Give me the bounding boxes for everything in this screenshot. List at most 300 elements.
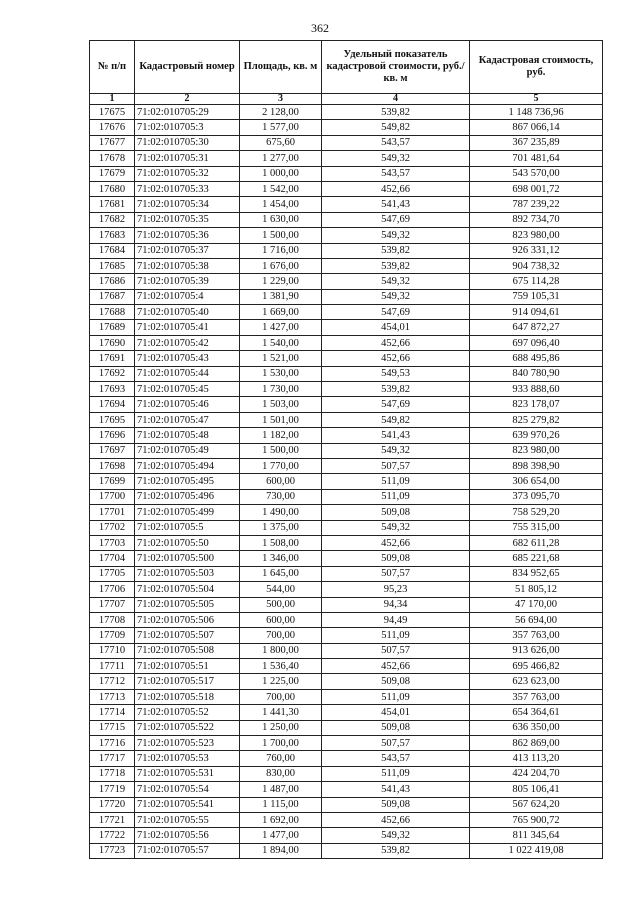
cadastral-number-cell: 71:02:010705:3 bbox=[135, 120, 240, 135]
cadastral-number-cell: 71:02:010705:33 bbox=[135, 181, 240, 196]
unit-value-cell: 454,01 bbox=[322, 705, 470, 720]
cadastral-value-cell: 823 980,00 bbox=[470, 443, 603, 458]
area-cell: 1 441,30 bbox=[240, 705, 322, 720]
table-row bbox=[90, 474, 603, 489]
table-row bbox=[90, 228, 603, 243]
cadastral-number-cell: 71:02:010705:504 bbox=[135, 582, 240, 597]
cadastral-value-cell: 675 114,28 bbox=[470, 274, 603, 289]
table-row bbox=[90, 643, 603, 658]
row-number-cell: 17679 bbox=[90, 166, 135, 181]
area-cell: 1 000,00 bbox=[240, 166, 322, 181]
row-number-cell: 17688 bbox=[90, 305, 135, 320]
cadastral-value-cell: 56 694,00 bbox=[470, 612, 603, 627]
cadastral-number-cell: 71:02:010705:40 bbox=[135, 305, 240, 320]
area-cell: 700,00 bbox=[240, 689, 322, 704]
area-cell: 730,00 bbox=[240, 489, 322, 504]
unit-value-cell: 509,08 bbox=[322, 505, 470, 520]
cadastral-number-cell: 71:02:010705:46 bbox=[135, 397, 240, 412]
table-row bbox=[90, 720, 603, 735]
cadastral-value-cell: 367 235,89 bbox=[470, 135, 603, 150]
area-cell: 1 770,00 bbox=[240, 458, 322, 473]
area-cell: 1 454,00 bbox=[240, 197, 322, 212]
area-cell: 1 692,00 bbox=[240, 812, 322, 827]
table-row bbox=[90, 797, 603, 812]
unit-value-cell: 549,32 bbox=[322, 828, 470, 843]
cadastral-value-cell: 698 001,72 bbox=[470, 181, 603, 196]
row-number-cell: 17701 bbox=[90, 505, 135, 520]
row-number-cell: 17709 bbox=[90, 628, 135, 643]
cadastral-value-table bbox=[89, 40, 603, 859]
table-row bbox=[90, 736, 603, 751]
cadastral-number-cell: 71:02:010705:499 bbox=[135, 505, 240, 520]
unit-value-cell: 509,08 bbox=[322, 551, 470, 566]
row-number-cell: 17693 bbox=[90, 382, 135, 397]
table-row bbox=[90, 535, 603, 550]
table-row bbox=[90, 243, 603, 258]
cadastral-number-cell: 71:02:010705:506 bbox=[135, 612, 240, 627]
row-number-cell: 17694 bbox=[90, 397, 135, 412]
row-number-cell: 17687 bbox=[90, 289, 135, 304]
cadastral-value-cell: 697 096,40 bbox=[470, 335, 603, 350]
table-row bbox=[90, 412, 603, 427]
unit-value-cell: 452,66 bbox=[322, 659, 470, 674]
cadastral-number-cell: 71:02:010705:43 bbox=[135, 351, 240, 366]
cadastral-value-cell: 647 872,27 bbox=[470, 320, 603, 335]
row-number-cell: 17689 bbox=[90, 320, 135, 335]
unit-value-cell: 511,09 bbox=[322, 474, 470, 489]
cadastral-number-cell: 71:02:010705:5 bbox=[135, 520, 240, 535]
cadastral-value-cell: 892 734,70 bbox=[470, 212, 603, 227]
column-number: 3 bbox=[240, 94, 322, 105]
unit-value-cell: 549,53 bbox=[322, 366, 470, 381]
area-cell: 1 229,00 bbox=[240, 274, 322, 289]
cadastral-value-cell: 755 315,00 bbox=[470, 520, 603, 535]
cadastral-value-cell: 787 239,22 bbox=[470, 197, 603, 212]
row-number-cell: 17708 bbox=[90, 612, 135, 627]
row-number-cell: 17702 bbox=[90, 520, 135, 535]
cadastral-number-cell: 71:02:010705:495 bbox=[135, 474, 240, 489]
table-row bbox=[90, 443, 603, 458]
unit-value-cell: 539,82 bbox=[322, 105, 470, 120]
table-row bbox=[90, 751, 603, 766]
row-number-cell: 17712 bbox=[90, 674, 135, 689]
table-row bbox=[90, 258, 603, 273]
unit-value-cell: 543,57 bbox=[322, 135, 470, 150]
unit-value-cell: 547,69 bbox=[322, 305, 470, 320]
unit-value-cell: 549,32 bbox=[322, 520, 470, 535]
area-cell: 1 530,00 bbox=[240, 366, 322, 381]
cadastral-value-cell: 639 970,26 bbox=[470, 428, 603, 443]
row-number-cell: 17720 bbox=[90, 797, 135, 812]
row-number-cell: 17682 bbox=[90, 212, 135, 227]
cadastral-value-cell: 825 279,82 bbox=[470, 412, 603, 427]
cadastral-number-cell: 71:02:010705:42 bbox=[135, 335, 240, 350]
table-row bbox=[90, 181, 603, 196]
area-cell: 760,00 bbox=[240, 751, 322, 766]
area-cell: 1 894,00 bbox=[240, 843, 322, 858]
unit-value-cell: 509,08 bbox=[322, 720, 470, 735]
cadastral-number-cell: 71:02:010705:507 bbox=[135, 628, 240, 643]
unit-value-cell: 95,23 bbox=[322, 582, 470, 597]
unit-value-cell: 541,43 bbox=[322, 782, 470, 797]
cadastral-value-cell: 904 738,32 bbox=[470, 258, 603, 273]
cadastral-value-cell: 373 095,70 bbox=[470, 489, 603, 504]
unit-value-cell: 507,57 bbox=[322, 566, 470, 581]
header-area: Площадь, кв. м bbox=[240, 41, 322, 94]
table-row bbox=[90, 551, 603, 566]
cadastral-number-cell: 71:02:010705:47 bbox=[135, 412, 240, 427]
row-number-cell: 17710 bbox=[90, 643, 135, 658]
cadastral-value-cell: 926 331,12 bbox=[470, 243, 603, 258]
row-number-cell: 17713 bbox=[90, 689, 135, 704]
table-row bbox=[90, 705, 603, 720]
row-number-cell: 17719 bbox=[90, 782, 135, 797]
row-number-cell: 17684 bbox=[90, 243, 135, 258]
unit-value-cell: 543,57 bbox=[322, 751, 470, 766]
area-cell: 544,00 bbox=[240, 582, 322, 597]
cadastral-number-cell: 71:02:010705:37 bbox=[135, 243, 240, 258]
area-cell: 700,00 bbox=[240, 628, 322, 643]
column-number: 5 bbox=[470, 94, 603, 105]
table-row bbox=[90, 382, 603, 397]
area-cell: 1 182,00 bbox=[240, 428, 322, 443]
cadastral-number-cell: 71:02:010705:4 bbox=[135, 289, 240, 304]
cadastral-number-cell: 71:02:010705:57 bbox=[135, 843, 240, 858]
header-cadastral-value: Кадастровая стоимость, руб. bbox=[470, 41, 603, 94]
area-cell: 1 250,00 bbox=[240, 720, 322, 735]
row-number-cell: 17714 bbox=[90, 705, 135, 720]
row-number-cell: 17699 bbox=[90, 474, 135, 489]
area-cell: 1 277,00 bbox=[240, 151, 322, 166]
table-row bbox=[90, 505, 603, 520]
area-cell: 2 128,00 bbox=[240, 105, 322, 120]
unit-value-cell: 511,09 bbox=[322, 766, 470, 781]
area-cell: 1 477,00 bbox=[240, 828, 322, 843]
row-number-cell: 17676 bbox=[90, 120, 135, 135]
table-row bbox=[90, 428, 603, 443]
row-number-cell: 17695 bbox=[90, 412, 135, 427]
unit-value-cell: 549,32 bbox=[322, 289, 470, 304]
area-cell: 1 508,00 bbox=[240, 535, 322, 550]
row-number-cell: 17680 bbox=[90, 181, 135, 196]
cadastral-number-cell: 71:02:010705:54 bbox=[135, 782, 240, 797]
area-cell: 1 381,90 bbox=[240, 289, 322, 304]
cadastral-value-cell: 1 022 419,08 bbox=[470, 843, 603, 858]
cadastral-value-cell: 1 148 736,96 bbox=[470, 105, 603, 120]
row-number-cell: 17690 bbox=[90, 335, 135, 350]
area-cell: 1 542,00 bbox=[240, 181, 322, 196]
row-number-cell: 17692 bbox=[90, 366, 135, 381]
table-row bbox=[90, 335, 603, 350]
header-row-number: № п/п bbox=[90, 41, 135, 94]
cadastral-number-cell: 71:02:010705:541 bbox=[135, 797, 240, 812]
cadastral-number-cell: 71:02:010705:41 bbox=[135, 320, 240, 335]
table-row bbox=[90, 828, 603, 843]
unit-value-cell: 539,82 bbox=[322, 382, 470, 397]
table-row bbox=[90, 274, 603, 289]
table-row bbox=[90, 151, 603, 166]
table-header bbox=[90, 41, 603, 105]
cadastral-value-cell: 913 626,00 bbox=[470, 643, 603, 658]
cadastral-value-cell: 654 364,61 bbox=[470, 705, 603, 720]
area-cell: 1 669,00 bbox=[240, 305, 322, 320]
row-number-cell: 17691 bbox=[90, 351, 135, 366]
cadastral-value-cell: 834 952,65 bbox=[470, 566, 603, 581]
table-row bbox=[90, 366, 603, 381]
area-cell: 1 115,00 bbox=[240, 797, 322, 812]
cadastral-number-cell: 71:02:010705:50 bbox=[135, 535, 240, 550]
unit-value-cell: 507,57 bbox=[322, 643, 470, 658]
area-cell: 1 630,00 bbox=[240, 212, 322, 227]
header-unit-value: Удельный показатель кадастровой стоимости, руб./кв. м bbox=[322, 41, 470, 94]
unit-value-cell: 549,32 bbox=[322, 151, 470, 166]
cadastral-value-cell: 543 570,00 bbox=[470, 166, 603, 181]
unit-value-cell: 539,82 bbox=[322, 243, 470, 258]
cadastral-value-cell: 759 105,31 bbox=[470, 289, 603, 304]
cadastral-number-cell: 71:02:010705:36 bbox=[135, 228, 240, 243]
table-row bbox=[90, 166, 603, 181]
area-cell: 600,00 bbox=[240, 474, 322, 489]
row-number-cell: 17711 bbox=[90, 659, 135, 674]
unit-value-cell: 539,82 bbox=[322, 843, 470, 858]
cadastral-value-cell: 701 481,64 bbox=[470, 151, 603, 166]
cadastral-value-cell: 765 900,72 bbox=[470, 812, 603, 827]
table-row bbox=[90, 689, 603, 704]
unit-value-cell: 452,66 bbox=[322, 335, 470, 350]
table-row bbox=[90, 766, 603, 781]
unit-value-cell: 539,82 bbox=[322, 258, 470, 273]
unit-value-cell: 541,43 bbox=[322, 428, 470, 443]
table-row bbox=[90, 289, 603, 304]
cadastral-number-cell: 71:02:010705:52 bbox=[135, 705, 240, 720]
cadastral-number-cell: 71:02:010705:500 bbox=[135, 551, 240, 566]
cadastral-number-cell: 71:02:010705:31 bbox=[135, 151, 240, 166]
unit-value-cell: 509,08 bbox=[322, 797, 470, 812]
row-number-cell: 17705 bbox=[90, 566, 135, 581]
unit-value-cell: 547,69 bbox=[322, 397, 470, 412]
area-cell: 1 536,40 bbox=[240, 659, 322, 674]
unit-value-cell: 549,82 bbox=[322, 412, 470, 427]
page-number: 362 bbox=[311, 21, 329, 35]
unit-value-cell: 509,08 bbox=[322, 674, 470, 689]
cadastral-value-cell: 823 178,07 bbox=[470, 397, 603, 412]
cadastral-value-cell: 914 094,61 bbox=[470, 305, 603, 320]
cadastral-number-cell: 71:02:010705:518 bbox=[135, 689, 240, 704]
row-number-cell: 17717 bbox=[90, 751, 135, 766]
table-row bbox=[90, 674, 603, 689]
column-number: 1 bbox=[90, 94, 135, 105]
cadastral-value-cell: 424 204,70 bbox=[470, 766, 603, 781]
row-number-cell: 17703 bbox=[90, 535, 135, 550]
unit-value-cell: 454,01 bbox=[322, 320, 470, 335]
cadastral-value-cell: 840 780,90 bbox=[470, 366, 603, 381]
unit-value-cell: 549,82 bbox=[322, 120, 470, 135]
area-cell: 1 645,00 bbox=[240, 566, 322, 581]
cadastral-number-cell: 71:02:010705:523 bbox=[135, 736, 240, 751]
cadastral-value-cell: 933 888,60 bbox=[470, 382, 603, 397]
row-number-cell: 17677 bbox=[90, 135, 135, 150]
area-cell: 1 730,00 bbox=[240, 382, 322, 397]
cadastral-number-cell: 71:02:010705:522 bbox=[135, 720, 240, 735]
cadastral-value-cell: 567 624,20 bbox=[470, 797, 603, 812]
cadastral-value-cell: 805 106,41 bbox=[470, 782, 603, 797]
cadastral-value-cell: 862 869,00 bbox=[470, 736, 603, 751]
unit-value-cell: 511,09 bbox=[322, 689, 470, 704]
cadastral-number-cell: 71:02:010705:35 bbox=[135, 212, 240, 227]
cadastral-value-cell: 695 466,82 bbox=[470, 659, 603, 674]
cadastral-value-cell: 51 805,12 bbox=[470, 582, 603, 597]
cadastral-number-cell: 71:02:010705:496 bbox=[135, 489, 240, 504]
cadastral-value-cell: 413 113,20 bbox=[470, 751, 603, 766]
cadastral-value-cell: 867 066,14 bbox=[470, 120, 603, 135]
area-cell: 1 346,00 bbox=[240, 551, 322, 566]
row-number-cell: 17685 bbox=[90, 258, 135, 273]
unit-value-cell: 511,09 bbox=[322, 628, 470, 643]
table-row bbox=[90, 520, 603, 535]
row-number-cell: 17681 bbox=[90, 197, 135, 212]
cadastral-number-cell: 71:02:010705:53 bbox=[135, 751, 240, 766]
cadastral-value-cell: 306 654,00 bbox=[470, 474, 603, 489]
row-number-cell: 17678 bbox=[90, 151, 135, 166]
area-cell: 500,00 bbox=[240, 597, 322, 612]
table-row bbox=[90, 397, 603, 412]
cadastral-number-cell: 71:02:010705:30 bbox=[135, 135, 240, 150]
unit-value-cell: 549,32 bbox=[322, 274, 470, 289]
cadastral-number-cell: 71:02:010705:55 bbox=[135, 812, 240, 827]
table-row bbox=[90, 197, 603, 212]
cadastral-number-cell: 71:02:010705:531 bbox=[135, 766, 240, 781]
area-cell: 1 716,00 bbox=[240, 243, 322, 258]
area-cell: 830,00 bbox=[240, 766, 322, 781]
row-number-cell: 17704 bbox=[90, 551, 135, 566]
area-cell: 1 800,00 bbox=[240, 643, 322, 658]
row-number-cell: 17722 bbox=[90, 828, 135, 843]
area-cell: 600,00 bbox=[240, 612, 322, 627]
row-number-cell: 17686 bbox=[90, 274, 135, 289]
unit-value-cell: 549,32 bbox=[322, 443, 470, 458]
table-row bbox=[90, 843, 603, 858]
row-number-cell: 17675 bbox=[90, 105, 135, 120]
cadastral-value-cell: 682 611,28 bbox=[470, 535, 603, 550]
cadastral-value-cell: 47 170,00 bbox=[470, 597, 603, 612]
area-cell: 1 490,00 bbox=[240, 505, 322, 520]
cadastral-number-cell: 71:02:010705:56 bbox=[135, 828, 240, 843]
table-row bbox=[90, 458, 603, 473]
area-cell: 1 427,00 bbox=[240, 320, 322, 335]
row-number-cell: 17698 bbox=[90, 458, 135, 473]
cadastral-number-cell: 71:02:010705:45 bbox=[135, 382, 240, 397]
area-cell: 1 225,00 bbox=[240, 674, 322, 689]
row-number-cell: 17716 bbox=[90, 736, 135, 751]
table-body bbox=[90, 105, 603, 859]
unit-value-cell: 541,43 bbox=[322, 197, 470, 212]
cadastral-number-cell: 71:02:010705:39 bbox=[135, 274, 240, 289]
cadastral-number-cell: 71:02:010705:517 bbox=[135, 674, 240, 689]
table-row bbox=[90, 320, 603, 335]
cadastral-value-cell: 357 763,00 bbox=[470, 689, 603, 704]
cadastral-number-cell: 71:02:010705:503 bbox=[135, 566, 240, 581]
unit-value-cell: 507,57 bbox=[322, 458, 470, 473]
unit-value-cell: 511,09 bbox=[322, 489, 470, 504]
cadastral-number-cell: 71:02:010705:48 bbox=[135, 428, 240, 443]
area-cell: 675,60 bbox=[240, 135, 322, 150]
table-row bbox=[90, 782, 603, 797]
unit-value-cell: 549,32 bbox=[322, 228, 470, 243]
cadastral-value-cell: 898 398,90 bbox=[470, 458, 603, 473]
row-number-cell: 17700 bbox=[90, 489, 135, 504]
row-number-cell: 17721 bbox=[90, 812, 135, 827]
table-row bbox=[90, 135, 603, 150]
area-cell: 1 487,00 bbox=[240, 782, 322, 797]
column-number-row bbox=[90, 94, 603, 105]
unit-value-cell: 452,66 bbox=[322, 812, 470, 827]
unit-value-cell: 543,57 bbox=[322, 166, 470, 181]
column-number: 2 bbox=[135, 94, 240, 105]
table-row bbox=[90, 105, 603, 120]
area-cell: 1 500,00 bbox=[240, 228, 322, 243]
unit-value-cell: 452,66 bbox=[322, 351, 470, 366]
cadastral-number-cell: 71:02:010705:508 bbox=[135, 643, 240, 658]
cadastral-number-cell: 71:02:010705:494 bbox=[135, 458, 240, 473]
table-row bbox=[90, 612, 603, 627]
header-row bbox=[90, 41, 603, 94]
area-cell: 1 700,00 bbox=[240, 736, 322, 751]
unit-value-cell: 94,34 bbox=[322, 597, 470, 612]
row-number-cell: 17718 bbox=[90, 766, 135, 781]
cadastral-value-cell: 357 763,00 bbox=[470, 628, 603, 643]
cadastral-value-cell: 688 495,86 bbox=[470, 351, 603, 366]
row-number-cell: 17723 bbox=[90, 843, 135, 858]
area-cell: 1 503,00 bbox=[240, 397, 322, 412]
cadastral-number-cell: 71:02:010705:44 bbox=[135, 366, 240, 381]
cadastral-value-cell: 685 221,68 bbox=[470, 551, 603, 566]
cadastral-value-cell: 823 980,00 bbox=[470, 228, 603, 243]
unit-value-cell: 94,49 bbox=[322, 612, 470, 627]
table-row bbox=[90, 351, 603, 366]
row-number-cell: 17683 bbox=[90, 228, 135, 243]
table-row bbox=[90, 212, 603, 227]
area-cell: 1 501,00 bbox=[240, 412, 322, 427]
row-number-cell: 17715 bbox=[90, 720, 135, 735]
table-row bbox=[90, 628, 603, 643]
area-cell: 1 577,00 bbox=[240, 120, 322, 135]
area-cell: 1 676,00 bbox=[240, 258, 322, 273]
table-row bbox=[90, 597, 603, 612]
table-row bbox=[90, 489, 603, 504]
unit-value-cell: 507,57 bbox=[322, 736, 470, 751]
area-cell: 1 521,00 bbox=[240, 351, 322, 366]
cadastral-number-cell: 71:02:010705:29 bbox=[135, 105, 240, 120]
cadastral-number-cell: 71:02:010705:34 bbox=[135, 197, 240, 212]
cadastral-value-cell: 758 529,20 bbox=[470, 505, 603, 520]
area-cell: 1 500,00 bbox=[240, 443, 322, 458]
row-number-cell: 17697 bbox=[90, 443, 135, 458]
cadastral-number-cell: 71:02:010705:51 bbox=[135, 659, 240, 674]
table-row bbox=[90, 120, 603, 135]
cadastral-number-cell: 71:02:010705:49 bbox=[135, 443, 240, 458]
cadastral-value-cell: 623 623,00 bbox=[470, 674, 603, 689]
column-number: 4 bbox=[322, 94, 470, 105]
unit-value-cell: 547,69 bbox=[322, 212, 470, 227]
table-row bbox=[90, 305, 603, 320]
cadastral-number-cell: 71:02:010705:32 bbox=[135, 166, 240, 181]
area-cell: 1 375,00 bbox=[240, 520, 322, 535]
row-number-cell: 17707 bbox=[90, 597, 135, 612]
area-cell: 1 540,00 bbox=[240, 335, 322, 350]
table-row bbox=[90, 582, 603, 597]
row-number-cell: 17696 bbox=[90, 428, 135, 443]
table-row bbox=[90, 566, 603, 581]
